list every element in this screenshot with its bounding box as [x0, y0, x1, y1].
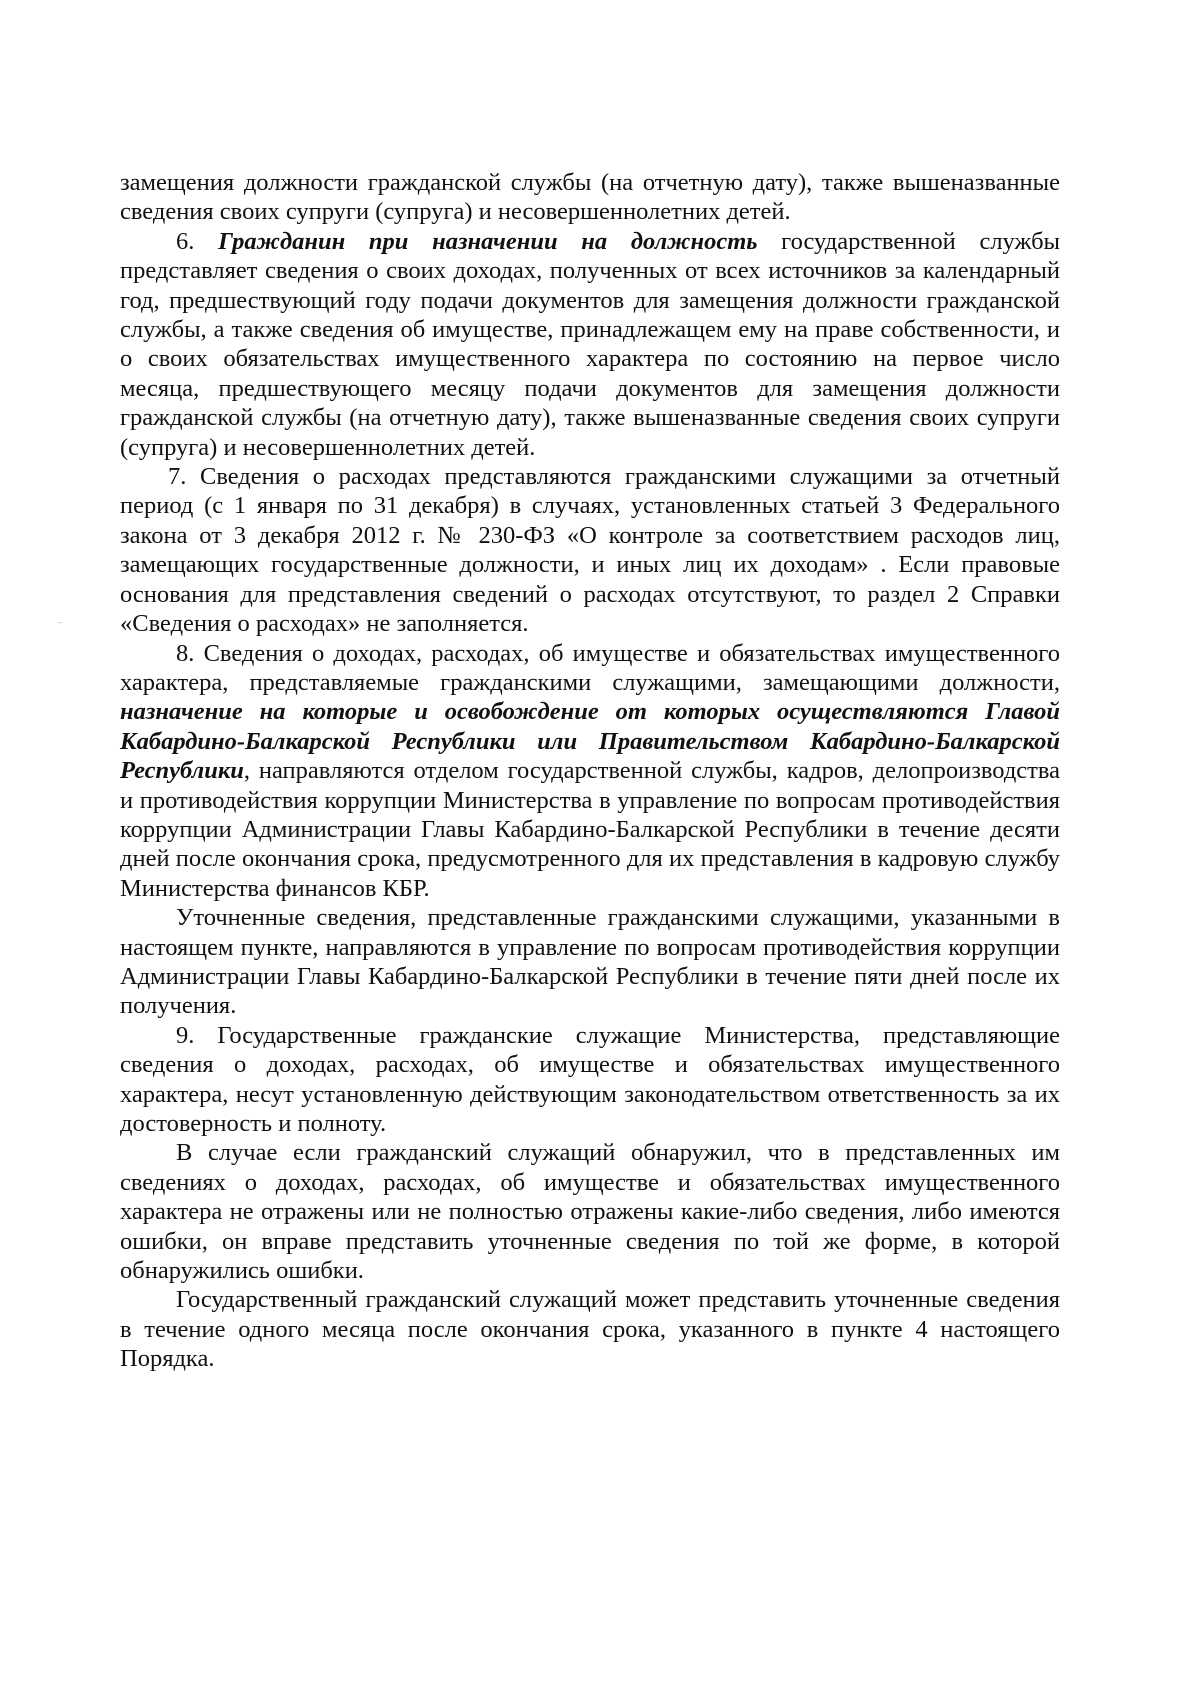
paragraph-6-emphasis: Гражданин при назначении на должность	[218, 227, 758, 255]
paragraph-6	[120, 227, 1060, 462]
paragraph-9: 9. Государственные гражданские служащие Министерства, представляющие сведения о доходах, расходах, об имуществе и обязательствах имущественного характера, несут установленную действующим законодательством ответственность за их достоверность и полноту.	[120, 1021, 1060, 1137]
paragraph-7: 7. Сведения о расходах представляются гражданскими служащими за отчетный период (с 1 января по 31 декабря) в случаях, установленных статьей 3 Федерального закона от 3 декабря 2012 г. № 230-ФЗ «О контроле за соответствием расходов лиц, замещающих государственные должности, и иных лиц их доходам» . Если правовые основания для представления сведений о расходах отсутствуют, то раздел 2 Справки «Сведения о расходах» не заполняется.	[120, 463, 1060, 638]
paragraph-8	[120, 639, 1060, 904]
paragraph-6-text: государственной службы представляет сведения о своих доходах, полученных от всех источников за календарный год, предшествующий году подачи документов для замещения должности гражданской службы, а также сведения об имуществе, принадлежащем ему на праве собственности, и о своих обязательствах имущественного характера по состоянию на первое число месяца, предшествующего месяцу подачи документов для замещения должности гражданской службы (на отчетную дату), также вышеназванные сведения своих супруги (супруга) и несовершеннолетних детей.	[120, 227, 1061, 461]
scan-artifact	[58, 622, 62, 623]
paragraph-8-emphasis: назначение на которые и освобождение от которых осуществляются Главой Кабардино-Балкарской Республики или Правительством Кабардино-Балкарской Республики	[120, 698, 1060, 785]
paragraph-continuation: замещения должности гражданской службы (на отчетную дату), также вышеназванные сведения своих супруги (супруга) и несовершеннолетних детей.	[120, 169, 1060, 226]
paragraph-8-clarification: Уточненные сведения, представленные гражданскими служащими, указанными в настоящем пункте, направляются в управление по вопросам противодействия коррупции Администрации Главы Кабардино-Балкарской Республики в течение пяти дней после их получения.	[120, 904, 1060, 1020]
document-body	[120, 168, 1060, 1374]
paragraph-9-deadline: Государственный гражданский служащий может представить уточненные сведения в течение одного месяца после окончания срока, указанного в пункте 4 настоящего Порядка.	[120, 1286, 1060, 1373]
paragraph-9-correction: В случае если гражданский служащий обнаружил, что в представленных им сведениях о доходах, расходах, об имуществе и обязательствах имущественного характера не отражены или не полностью отражены какие-либо сведения, либо имеются ошибки, он вправе представить уточненные сведения по той же форме, в которой обнаружились ошибки.	[120, 1139, 1060, 1285]
paragraph-8-lead: 8. Сведения о доходах, расходах, об имуществе и обязательствах имущественного характера, представляемые гражданскими служащими, замещающими должности,	[120, 639, 1060, 696]
paragraph-8-text: , направляются отделом государственной службы, кадров, делопроизводства и противодействия коррупции Министерства в управление по вопросам противодействия коррупции Администрации Главы Кабардино-Балкарской Республики в течение десяти дней после окончания срока, предусмотренного для их представления в кадровую службу Министерства финансов КБР.	[120, 757, 1060, 902]
paragraph-6-number: 6.	[176, 227, 219, 255]
